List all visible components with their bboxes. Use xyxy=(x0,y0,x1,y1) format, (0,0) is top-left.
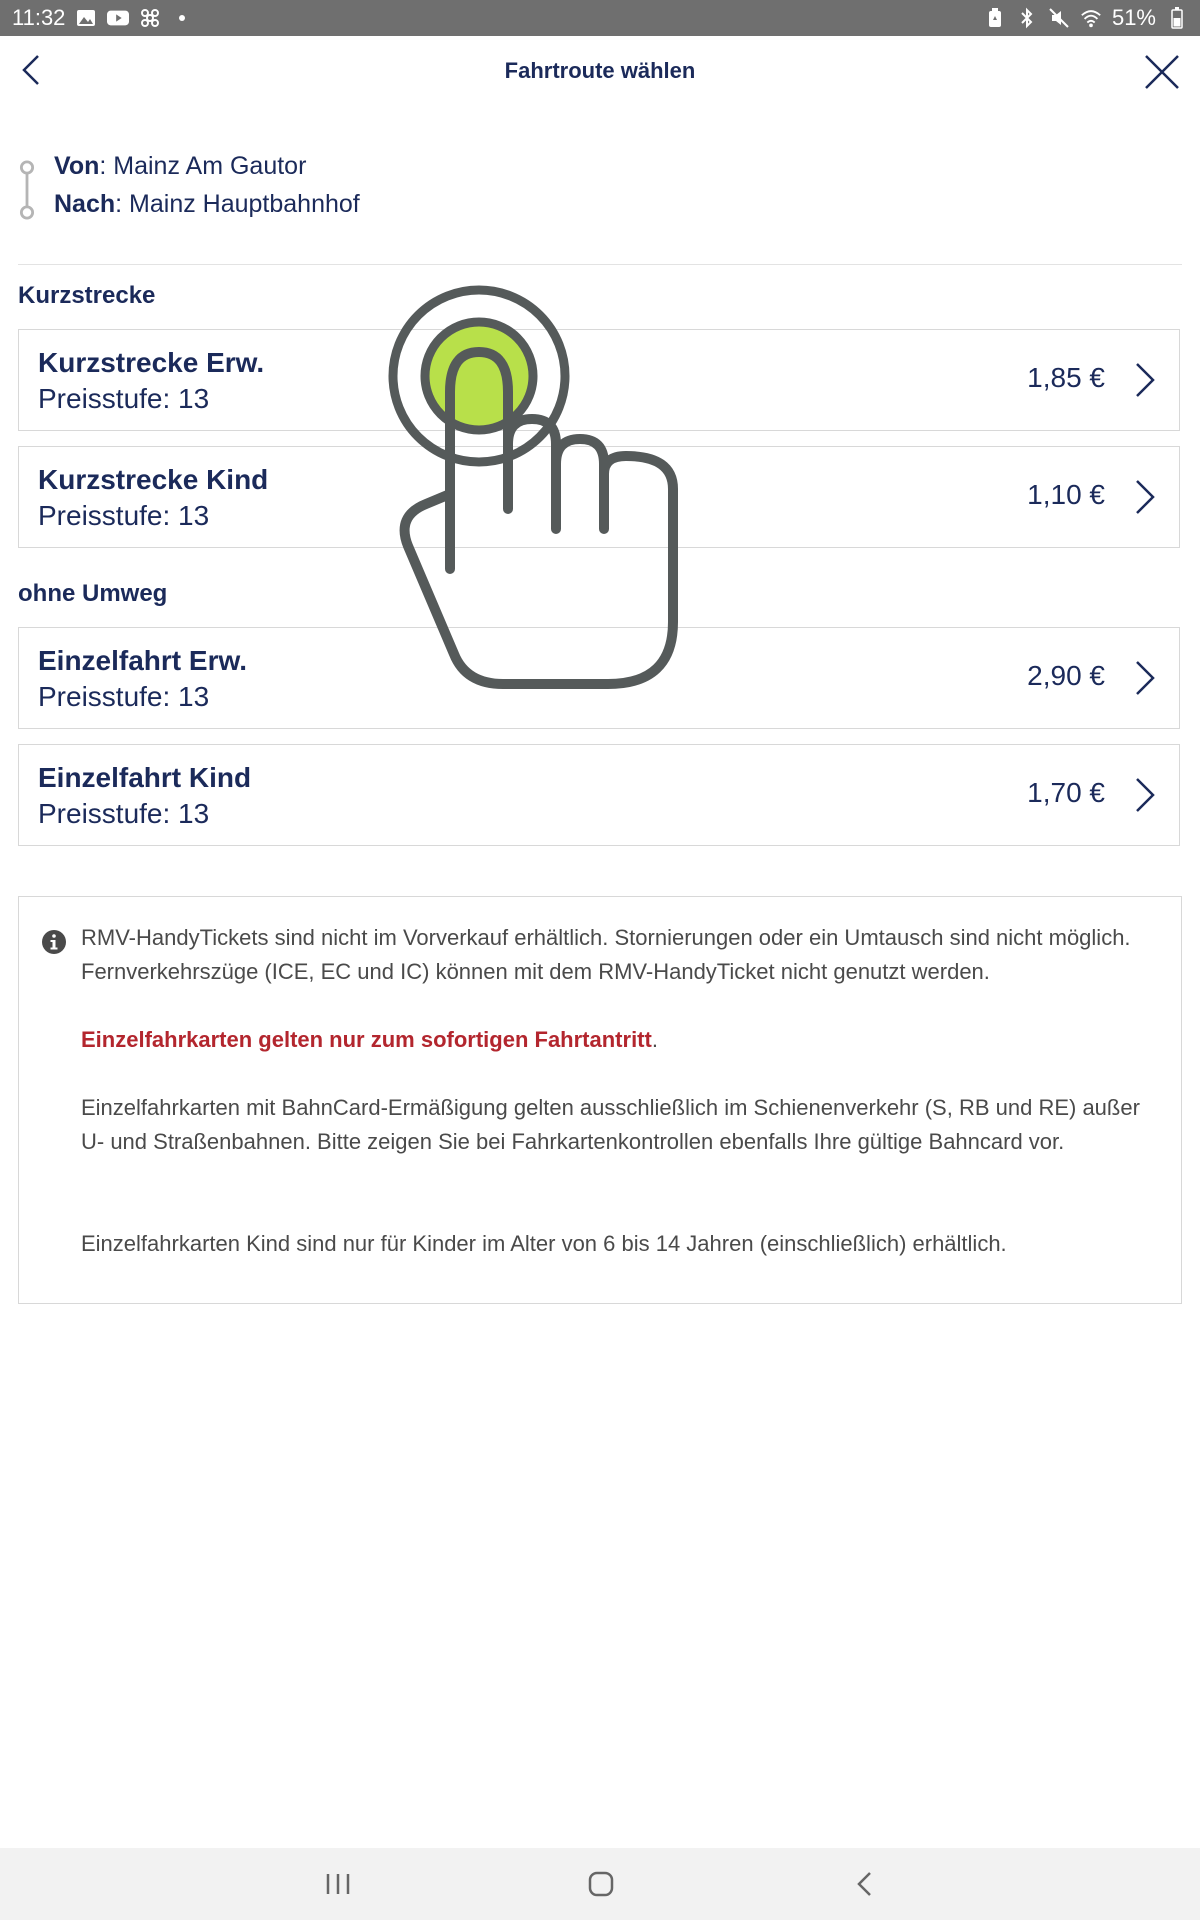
route-to-label: Nach xyxy=(54,190,116,218)
ticket-price: 2,90 € xyxy=(1027,660,1105,691)
page-title: Fahrtroute wählen xyxy=(504,58,696,83)
battery-saver-icon xyxy=(984,7,1006,29)
info-warning: Einzelfahrkarten gelten nur zum sofortigen Fahrtantritt xyxy=(81,1027,652,1052)
home-button[interactable] xyxy=(581,1866,621,1902)
route-to-value: : Mainz Hauptbahnhof xyxy=(115,190,360,218)
ticket-price-level: Preisstufe: 13 xyxy=(38,798,210,829)
battery-icon xyxy=(1166,7,1188,29)
bluetooth-icon xyxy=(1016,7,1038,29)
route-summary xyxy=(16,152,1186,264)
youtube-icon xyxy=(107,7,129,29)
section-title-kurzstrecke: Kurzstrecke xyxy=(18,282,156,309)
ticket-price-level: Preisstufe: 13 xyxy=(38,681,210,712)
info-warning-line xyxy=(81,1023,1151,1057)
fan-icon xyxy=(139,7,161,29)
ticket-price-level: Preisstufe: 13 xyxy=(38,500,210,531)
ticket-price: 1,85 € xyxy=(1027,362,1105,393)
info-paragraph-bahncard: Einzelfahrkarten mit BahnCard-Ermäßigung gelten ausschließlich im Schienenverkehr (S, RB und RE) außer U- und Straßenbahnen. Bitte zeigen Sie bei Fahrkartenkontrollen ebenfalls Ihre gültige Bahncard vor. xyxy=(81,1095,1140,1154)
route-from-label: Von xyxy=(54,152,100,180)
route-connector-icon xyxy=(16,160,38,220)
route-to xyxy=(54,190,360,219)
info-paragraph-handytickets: RMV-HandyTickets sind nicht im Vorverkauf erhältlich. Stornierungen oder ein Umtausch sind nicht möglich. Fernverkehrszüge (ICE, EC und IC) können mit dem RMV-HandyTicket nicht genutzt werden. xyxy=(81,925,1131,984)
close-button[interactable] xyxy=(1140,50,1186,96)
tap-gesture-icon xyxy=(386,284,686,690)
back-icon xyxy=(846,1866,886,1902)
mute-icon xyxy=(1048,7,1070,29)
close-icon xyxy=(1140,50,1186,96)
chevron-right-icon xyxy=(1133,360,1157,400)
status-left xyxy=(12,5,193,31)
ticket-price: 1,70 € xyxy=(1027,777,1105,808)
app-header xyxy=(0,36,1200,108)
info-paragraph-kind: Einzelfahrkarten Kind sind nur für Kinder im Alter von 6 bis 14 Jahren (einschließlich) erhältlich. xyxy=(81,1231,1007,1256)
image-icon xyxy=(75,7,97,29)
route-from xyxy=(54,152,306,181)
section-title-ohne-umweg: ohne Umweg xyxy=(18,580,168,607)
chevron-right-icon xyxy=(1133,658,1157,698)
recent-apps-button[interactable] xyxy=(318,1866,358,1902)
ticket-name: Kurzstrecke Kind xyxy=(38,464,269,495)
info-box xyxy=(18,896,1182,1304)
chevron-right-icon xyxy=(1133,477,1157,517)
ticket-price: 1,10 € xyxy=(1027,479,1105,510)
ticket-name: Einzelfahrt Erw. xyxy=(38,645,248,676)
system-back-button[interactable] xyxy=(846,1866,886,1902)
status-right xyxy=(984,5,1188,31)
info-icon xyxy=(41,929,67,955)
system-nav-bar xyxy=(0,1848,1200,1920)
ticket-name: Kurzstrecke Erw. xyxy=(38,347,265,378)
dot-icon xyxy=(171,7,193,29)
ticket-name: Einzelfahrt Kind xyxy=(38,762,252,793)
chevron-right-icon xyxy=(1133,775,1157,815)
divider xyxy=(18,264,1182,265)
wifi-icon xyxy=(1080,7,1102,29)
status-time: 11:32 xyxy=(12,5,66,30)
home-icon xyxy=(581,1866,621,1902)
status-bar xyxy=(0,0,1200,36)
ticket-einzelfahrt-kind[interactable] xyxy=(18,744,1180,846)
info-warning-suffix: . xyxy=(651,1027,658,1052)
recent-apps-icon xyxy=(318,1866,358,1902)
battery-level: 51% xyxy=(1111,5,1156,30)
ticket-price-level: Preisstufe: 13 xyxy=(38,383,210,414)
route-from-value: : Mainz Am Gautor xyxy=(99,152,307,180)
